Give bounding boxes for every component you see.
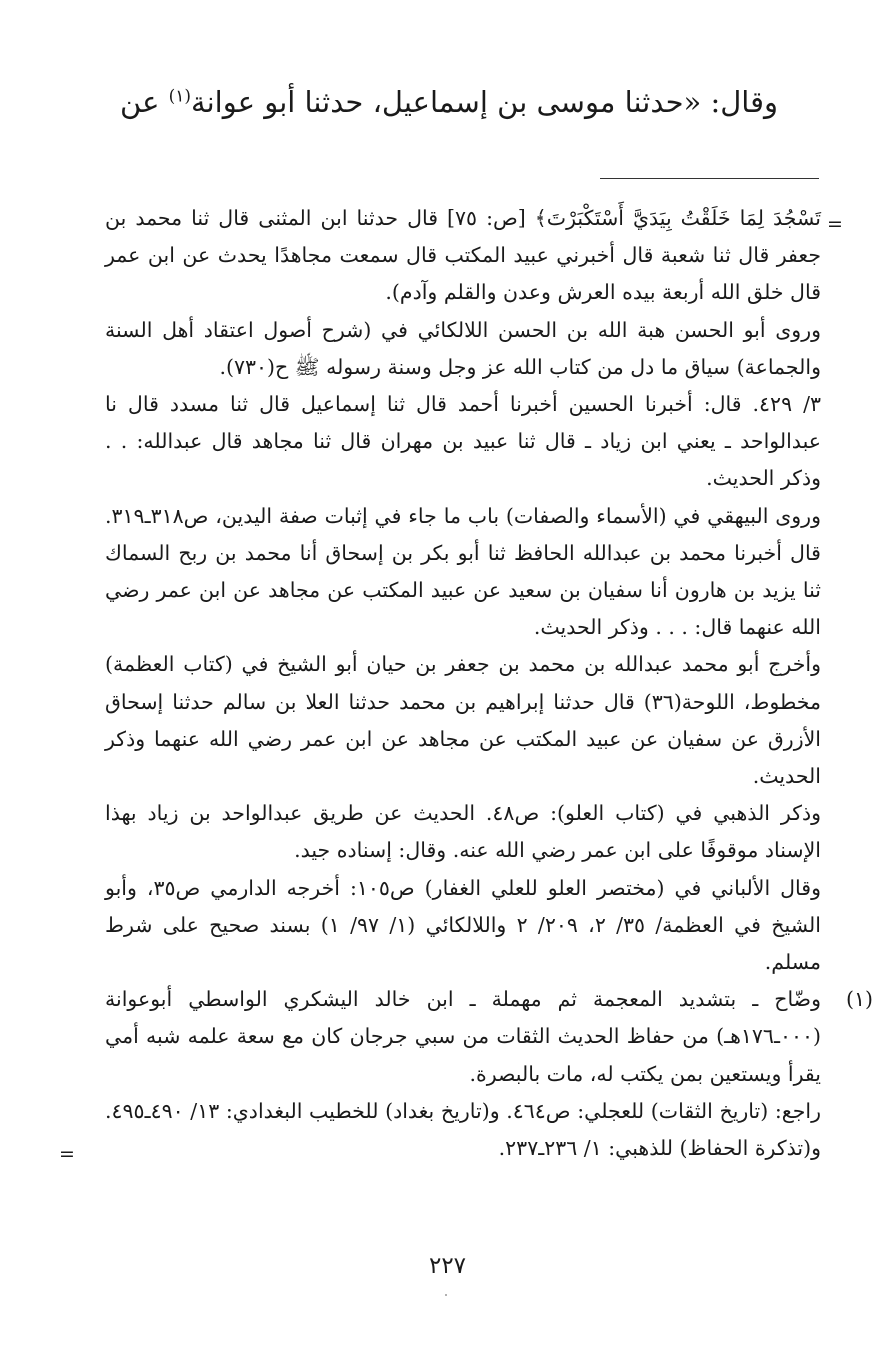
footnote-separator-rule: [600, 178, 819, 179]
footnote-1: [105, 981, 873, 1167]
footnote-continuation-marker: =: [827, 213, 843, 235]
footnote-paragraph: وأخرج أبو محمد عبدالله بن محمد بن جعفر بن حيان أبو الشيخ في (كتاب العظمة) مخطوط، اللوحة(٣٦) قال حدثنا إبراهيم بن محمد حدثنا العلا بن سالم حدثنا إسحاق الأزرق عن سفيان عن عبيد المكتب عن مجاهد عن ابن عمر رضي الله عنهما وذكر الحديث.: [105, 652, 821, 789]
footnote-paragraph: وروى أبو الحسن هبة الله بن الحسن اللالكائي في (شرح أصول اعتقاد أهل السنة والجماعة) سياق ما دل من كتاب الله عز وجل وسنة رسوله ﷺ ح(٧٣٠).: [105, 317, 821, 379]
footnote-1-marker: (١): [845, 987, 873, 1012]
footnote-1-paragraph: وضّاح ـ بتشديد المعجمة ثم مهملة ـ ابن خالد اليشكري الواسطي أبوعوانة (٠٠٠ـ١٧٦هـ) من حفاظ الحديث الثقات من سبي جرجان كان مع سعة علمه شبه أمي يقرأ ويستعين بمن يكتب له، مات بالبصرة.: [105, 987, 821, 1086]
footnote-paragraph: ٣/ ٤٢٩. قال: أخبرنا الحسين أخبرنا أحمد قال ثنا إسماعيل قال ثنا مسدد قال نا عبدالواحد ـ يعني ابن زياد ـ قال ثنا عبيد بن مهران قال ثنا مجاهد قال عبدالله: . . وذكر الحديث.: [105, 392, 821, 491]
footnote-paragraph: وقال الألباني في (مختصر العلو للعلي الغفار) ص١٠٥: أخرجه الدارمي ص٣٥، وأبو الشيخ في العظمة/ ٣٥/ ٢، ٢٠٩/ ٢ واللالكائي (١/ ٩٧/ ١) بسند صحيح على شرط مسلم.: [105, 875, 821, 975]
footnote-1-paragraph: راجع: (تاريخ الثقات) للعجلي: ص٤٦٤. و(تاريخ بغداد) للخطيب البغدادي: ١٣/ ٤٩٠ـ٤٩٥. و(تذكرة الحفاظ) للذهبي: ١/ ٢٣٦ـ٢٣٧.: [105, 1098, 821, 1161]
footnote-reference-marker[interactable]: (١): [168, 86, 192, 107]
footnote-continues-marker: =: [59, 1143, 75, 1165]
main-text-after-marker: عن: [120, 85, 169, 119]
footnote-paragraph: وذكر الذهبي في (كتاب العلو): ص٤٨. الحديث عن طريق عبدالواحد بن زياد بهذا الإسناد موقوفًا على ابن عمر رضي الله عنه. وقال: إسناده جيد.: [105, 801, 821, 863]
main-text-line: [108, 78, 778, 126]
footnote-paragraph: وروى البيهقي في (الأسماء والصفات) باب ما جاء في إثبات صفة اليدين، ص٣١٨ـ٣١٩. قال أخبرنا محمد بن عبدالله الحافظ ثنا أبو بكر بن إسحاق أنا محمد بن ربح السماك ثنا يزيد بن هارون أنا سفيان بن سعيد عن عبيد المكتب عن مجاهد عن ابن عمر رضي الله عنهما قال: . . . وذكر الحديث.: [105, 503, 821, 640]
page-dot: [445, 1294, 447, 1296]
page-number: ٢٢٧: [428, 1253, 467, 1279]
main-text-before-marker: وقال: «حدثنا موسى بن إسماعيل، حدثنا أبو عوانة: [191, 85, 778, 119]
footnotes-block: [105, 200, 873, 1167]
footnote-paragraph: تَسْجُدَ لِمَا خَلَقْتُ بِيَدَيَّ أَسْتَكْبَرْتَ﴾ [ص: ٧٥] قال حدثنا ابن المثنى قال ثنا محمد بن جعفر قال ثنا شعبة قال أخبرني عبيد المكتب قال سمعت مجاهدًا يحدث عن ابن عمر قال خلق الله أربعة بيده العرش وعدن والقلم وآدم).: [105, 206, 821, 305]
